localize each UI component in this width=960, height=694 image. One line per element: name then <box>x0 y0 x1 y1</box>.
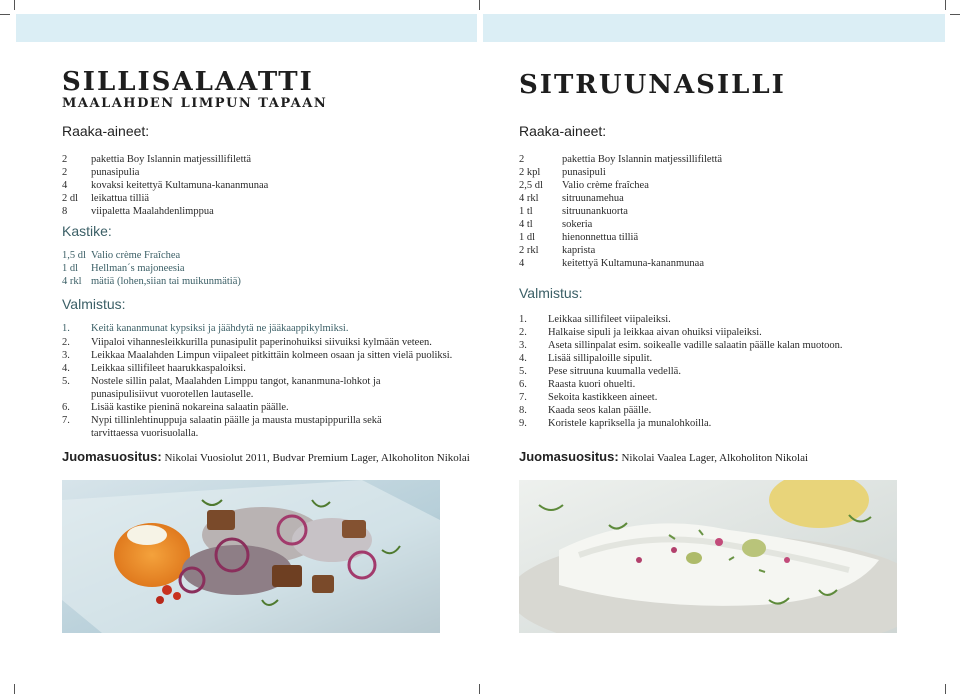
herring-salad-photo <box>62 480 440 633</box>
drink-pairing <box>519 449 808 464</box>
method-heading: Valmistus: <box>62 296 126 312</box>
method-heading: Valmistus: <box>519 285 583 301</box>
ingredients-heading: Raaka-aineet: <box>519 123 607 139</box>
drink-pairing-label: Juomasuositus: <box>62 449 162 464</box>
drink-pairing-text: Nikolai Vuosiolut 2011, Budvar Premium Lager, Alkoholiton Nikolai <box>164 452 470 464</box>
crop-mark <box>479 684 480 694</box>
crop-mark <box>0 14 10 15</box>
drink-pairing-label: Juomasuositus: <box>519 449 619 464</box>
sauce-heading: Kastike: <box>62 223 112 239</box>
drink-pairing <box>62 449 470 464</box>
recipe-subtitle: MAALAHDEN LIMPUN TAPAAN <box>62 96 328 111</box>
recipe-title: SITRUUNASILLI <box>519 70 786 100</box>
herring-salad-image <box>62 480 440 633</box>
crop-mark <box>14 0 15 10</box>
crop-mark <box>950 14 960 15</box>
drink-pairing-text: Nikolai Vaalea Lager, Alkoholiton Nikolai <box>621 452 809 464</box>
crop-mark <box>479 0 480 10</box>
crop-mark <box>945 0 946 10</box>
header-band-left <box>16 14 477 42</box>
crop-mark <box>14 684 15 694</box>
crop-mark <box>945 684 946 694</box>
lemon-herring-photo <box>519 480 897 633</box>
recipe-title: SILLISALAATTI <box>62 67 314 97</box>
lemon-herring-image <box>519 480 897 633</box>
ingredients-heading: Raaka-aineet: <box>62 123 150 139</box>
header-band-right <box>483 14 945 42</box>
